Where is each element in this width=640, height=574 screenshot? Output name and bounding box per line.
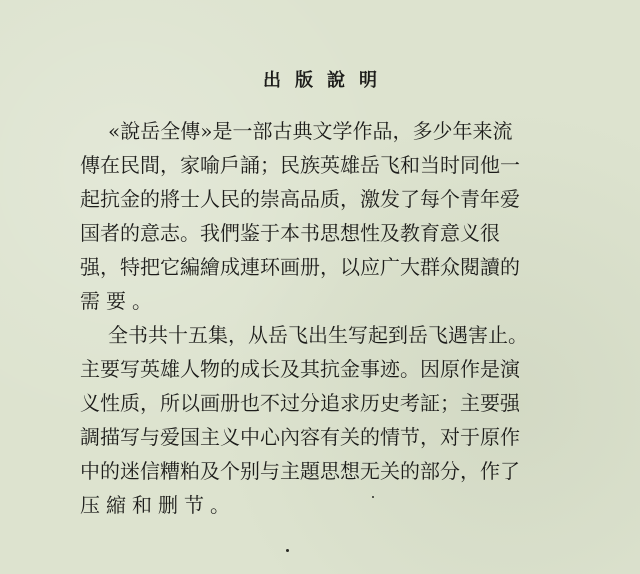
text-line: 需要。 [80,289,158,313]
text-line: 調描写与爱国主义中心內容有关的情节，对于原作 [80,425,520,449]
text-line: «說岳全傳»是一部古典文学作品，多少年来流 [108,119,513,143]
text-line: 中的迷信糟粕及个别与主題思想无关的部分，作了 [80,459,520,483]
text-line: 压縮和删节。 [80,493,236,517]
text-line: 国者的意志。我們鉴于本书思想性及教育意义很 [80,221,500,245]
text-line: 全书共十五集，从岳飞出生写起到岳飞遇害止。 [108,323,528,347]
text-line: 义性质，所以画册也不过分追求历史考証；主要强 [80,391,520,415]
page-title: 出版說明 [263,70,391,91]
text-line: 起抗金的將士人民的崇高品质，激发了每个青年爱 [80,187,520,211]
text-line: 主要写英雄人物的成长及其抗金事迹。因原作是演 [80,357,520,381]
text-line: 强，特把它編繪成連环画册，以应广大群众閱讀的 [80,255,520,279]
text-line: 傳在民間，家喻戶誦；民族英雄岳飞和当时同他一 [80,153,520,177]
print-speck [286,549,289,552]
print-speck [372,496,374,498]
